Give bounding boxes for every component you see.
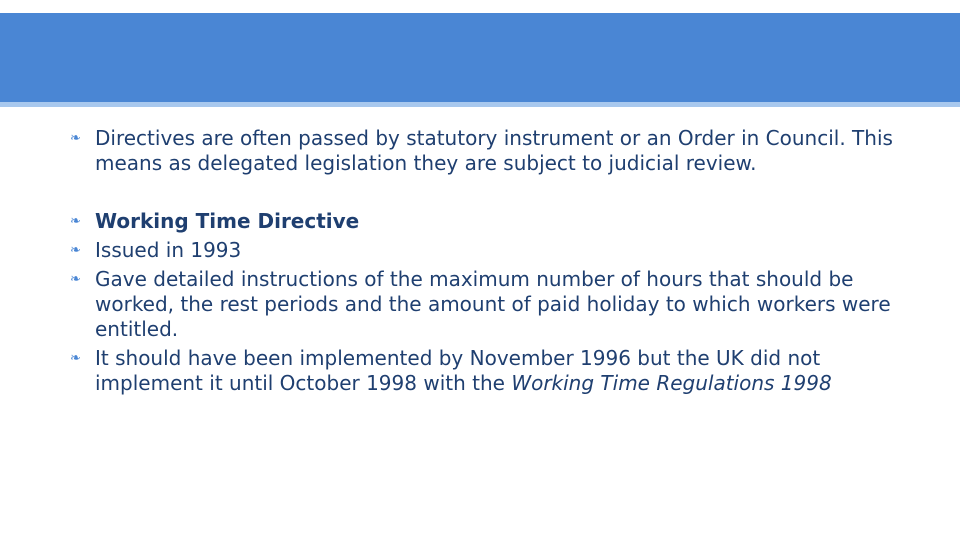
bullet-icon: ❧ — [70, 214, 81, 229]
bullet-icon: ❧ — [70, 131, 81, 146]
bullet-item-issued — [70, 238, 930, 263]
bullet-icon: ❧ — [70, 351, 81, 366]
bullet-item-directives — [70, 126, 930, 176]
title-bar-underline — [0, 102, 960, 107]
bullet-text: Working Time Directive — [95, 209, 360, 233]
bullet-icon: ❧ — [70, 243, 81, 258]
bullet-text: It should have been implemented by November 1996 but the UK did not implement it until October 1998 with the — [95, 346, 821, 395]
regulations-title: Working Time Regulations 1998 — [511, 371, 832, 395]
title-bar — [0, 13, 960, 102]
content-area — [70, 126, 930, 396]
bullet-item-instructions — [70, 267, 930, 342]
bullet-item-working-time-directive — [70, 209, 930, 234]
bullet-text: Directives are often passed by statutory instrument or an Order in Council. This means as delegated legislation they are subject to judicial review. — [95, 126, 893, 175]
bullet-icon: ❧ — [70, 272, 81, 287]
bullet-text: Gave detailed instructions of the maximum number of hours that should be worked, the rest periods and the amount of paid holiday to which workers were entitled. — [95, 267, 891, 341]
bullet-item-implementation — [70, 346, 930, 396]
bullet-text: Issued in 1993 — [95, 238, 242, 262]
bullet-list — [70, 126, 930, 396]
